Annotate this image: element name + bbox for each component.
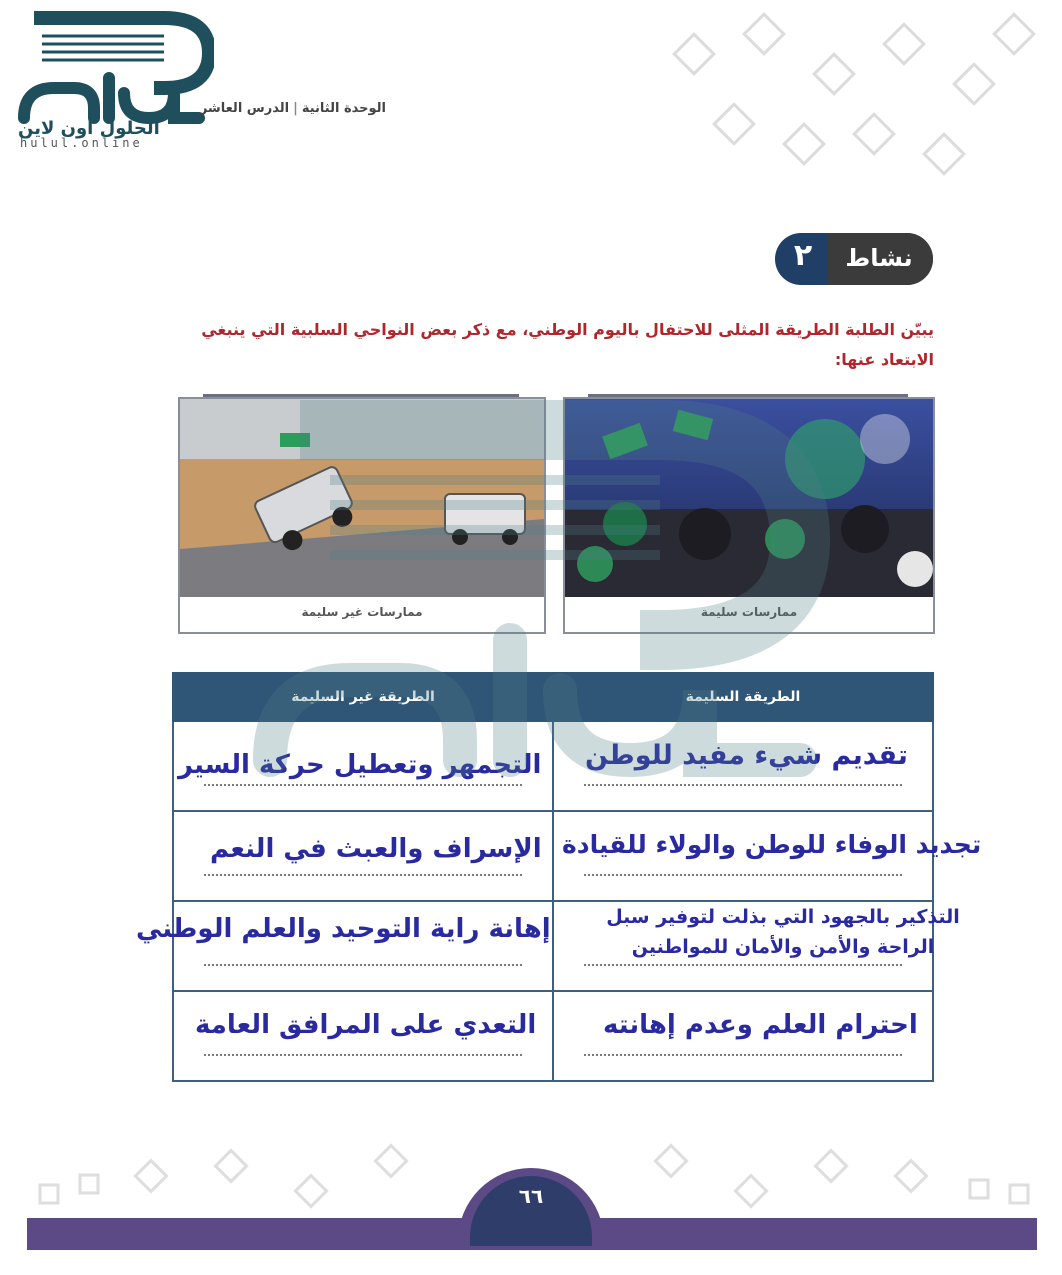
answer-correct-2: تجديد الوفاء للوطن والولاء للقيادة <box>562 830 982 859</box>
breadcrumb-separator: | <box>293 101 298 116</box>
breadcrumb-unit: الوحدة الثانية <box>301 101 386 116</box>
watermark-logo <box>240 380 860 840</box>
activity-instruction: يبيّن الطلبة الطريقة المثلى للاحتفال باليوم الوطني، مع ذكر بعض النواحي السلبية التي ينبغي الابتعاد عنها: <box>201 320 934 369</box>
breadcrumb-lesson: الدرس العاشر <box>199 101 290 116</box>
breadcrumb <box>190 101 386 116</box>
logo-subtitle: الحلول اون لاين <box>18 118 160 139</box>
column-header-incorrect: الطريقة غير السليمة <box>173 673 553 721</box>
activity-number: ٢ <box>793 238 813 273</box>
logo-url: hulul.online <box>20 136 143 150</box>
column-header-correct: الطريقة السليمة <box>553 673 933 721</box>
activity-label: نشاط <box>845 244 913 272</box>
caption-incorrect-practices: ممارسات غير سليمة <box>301 605 423 619</box>
answer-incorrect-2: الإسراف والعبث في النعم <box>210 834 542 864</box>
answer-incorrect-1: التجمهر وتعطيل حركة السير <box>178 750 542 780</box>
answer-incorrect-3: إهانة راية التوحيد والعلم الوطني <box>136 914 551 944</box>
answer-incorrect-4: التعدي على المرافق العامة <box>195 1010 537 1040</box>
page-number: ٦٦ <box>518 1184 544 1208</box>
answer-correct-4: احترام العلم وعدم إهانته <box>603 1010 918 1040</box>
decorative-pattern-top <box>640 0 1040 200</box>
answer-correct-1: تقديم شيء مفيد للوطن <box>585 740 908 771</box>
answer-correct-3: التذكير بالجهود التي بذلت لتوفير سبل الراحة والأمن والأمان للمواطنين <box>606 906 960 958</box>
caption-correct-practices: ممارسات سليمة <box>700 605 798 619</box>
